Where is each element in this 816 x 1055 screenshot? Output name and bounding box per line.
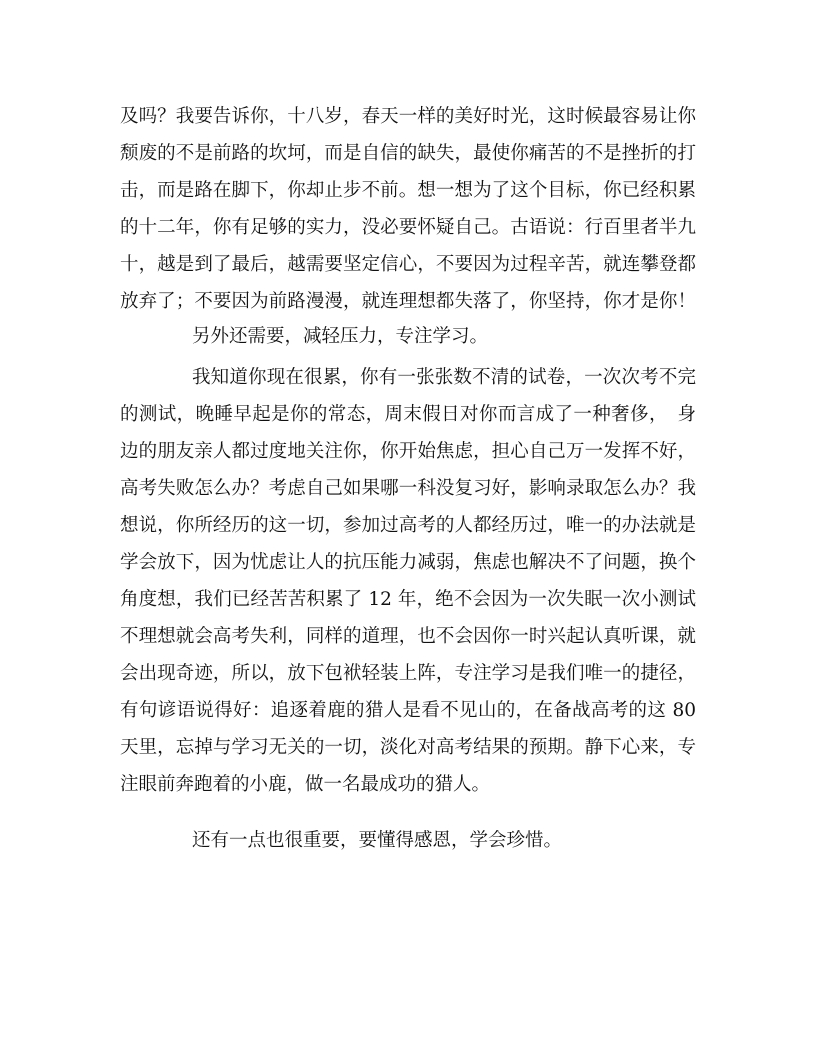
text-line-8: 我知道你现在很累，你有一张张数不清的试卷，一次次考不完 <box>192 367 696 388</box>
text-line-5: 十，越是到了最后，越需要坚定信心，不要因为过程辛苦，就连攀登都 <box>120 254 696 275</box>
text-line-11: 高考失败怎么办？考虑自己如果哪一科没复习好，影响录取怎么办？我 <box>120 478 696 499</box>
text-line-4: 的十二年，你有足够的实力，没必要怀疑自己。古语说：行百里者半九 <box>120 217 696 238</box>
text-line-15: 不理想就会高考失利，同样的道理，也不会因你一时兴起认真听课，就 <box>120 626 696 647</box>
text-line-3: 击，而是路在脚下，你却止步不前。想一想为了这个目标，你已经积累 <box>120 180 696 201</box>
text-line-13: 学会放下，因为忧虑让人的抗压能力减弱，焦虑也解决不了问题，换个 <box>120 552 696 573</box>
text-line-1: 及吗？我要告诉你，十八岁，春天一样的美好时光，这时候最容易让你 <box>120 106 696 127</box>
text-line-14: 角度想，我们已经苦苦积累了 12 年，绝不会因为一次失眠一次小测试 <box>120 589 696 610</box>
paragraph-heading-2: 还有一点也很重要，要懂得感恩，学会珍惜。 <box>192 830 563 851</box>
text-line-2: 颓废的不是前路的坎坷，而是自信的缺失，最使你痛苦的不是挫折的打 <box>120 143 696 164</box>
text-line-9: 的测试，晚睡早起是你的常态，周末假日对你而言成了一种奢侈， 身 <box>120 404 696 425</box>
text-line-16: 会出现奇迹，所以，放下包袱轻装上阵，专注学习是我们唯一的捷径， <box>120 663 696 684</box>
text-line-17: 有句谚语说得好：追逐着鹿的猎人是看不见山的，在备战高考的这 80 <box>120 700 696 721</box>
text-line-6: 放弃了；不要因为前路漫漫，就连理想都失落了，你坚持，你才是你！ <box>120 291 696 312</box>
text-line-10: 边的朋友亲人都过度地关注你，你开始焦虑，担心自己万一发挥不好， <box>120 441 696 462</box>
text-line-12: 想说，你所经历的这一切，参加过高考的人都经历过，唯一的办法就是 <box>120 515 696 536</box>
text-line-19: 注眼前奔跑着的小鹿，做一名最成功的猎人。 <box>120 774 491 795</box>
paragraph-heading-1: 另外还需要，减轻压力，专注学习。 <box>192 326 489 347</box>
text-line-18: 天里，忘掉与学习无关的一切，淡化对高考结果的预期。静下心来，专 <box>120 737 696 758</box>
